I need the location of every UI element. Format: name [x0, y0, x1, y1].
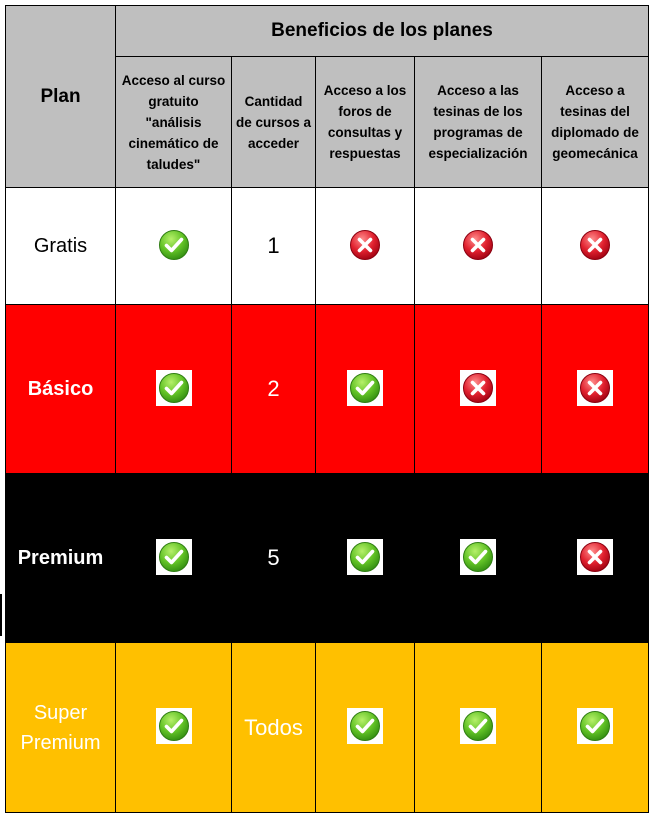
table-row — [6, 643, 649, 813]
plan-name: Super Premium — [6, 643, 116, 813]
check-icon — [347, 708, 383, 744]
table-row — [6, 188, 649, 305]
plan-name: Gratis — [6, 188, 116, 305]
check-icon — [577, 708, 613, 744]
cell-diploma-theses — [542, 643, 649, 813]
cross-icon — [577, 227, 613, 263]
table-row — [6, 305, 649, 474]
header-col-course-count: Cantidad de cursos a acceder — [232, 57, 316, 188]
cell-diploma-theses — [542, 305, 649, 474]
check-icon — [460, 708, 496, 744]
header-col-specialization-theses: Acceso a las tesinas de los programas de especialización — [415, 57, 542, 188]
cell-free-course — [116, 305, 232, 474]
cell-specialization-theses — [415, 474, 542, 643]
check-icon — [347, 370, 383, 406]
cell-course-count: Todos — [232, 643, 316, 813]
plan-name: Premium — [6, 474, 116, 643]
cell-free-course — [116, 188, 232, 305]
table-row — [6, 474, 649, 643]
cell-course-count: 1 — [232, 188, 316, 305]
cell-course-count: 2 — [232, 305, 316, 474]
plan-name: Básico — [6, 305, 116, 474]
cross-icon — [347, 227, 383, 263]
plans-table-frame — [5, 5, 648, 813]
cell-forums — [316, 188, 415, 305]
header-col-diploma-theses: Acceso a tesinas del diplomado de geomecánica — [542, 57, 649, 188]
check-icon — [156, 227, 192, 263]
check-icon — [156, 370, 192, 406]
cell-diploma-theses — [542, 474, 649, 643]
cell-forums — [316, 474, 415, 643]
cell-free-course — [116, 643, 232, 813]
cell-forums — [316, 305, 415, 474]
check-icon — [156, 539, 192, 575]
header-col-forums: Acceso a los foros de consultas y respuestas — [316, 57, 415, 188]
cross-icon — [460, 370, 496, 406]
check-icon — [460, 539, 496, 575]
cross-icon — [577, 370, 613, 406]
check-icon — [347, 539, 383, 575]
cell-specialization-theses — [415, 188, 542, 305]
cell-forums — [316, 643, 415, 813]
cell-course-count: 5 — [232, 474, 316, 643]
cross-icon — [577, 539, 613, 575]
cell-specialization-theses — [415, 305, 542, 474]
header-plan: Plan — [6, 6, 116, 188]
cell-specialization-theses — [415, 643, 542, 813]
plans-table — [5, 5, 649, 813]
header-col-free-course: Acceso al curso gratuito "análisis cinemático de taludes" — [116, 57, 232, 188]
cross-icon — [460, 227, 496, 263]
cell-free-course — [116, 474, 232, 643]
header-benefits: Beneficios de los planes — [116, 6, 649, 57]
cell-diploma-theses — [542, 188, 649, 305]
check-icon — [156, 708, 192, 744]
edge-mark — [0, 594, 2, 636]
